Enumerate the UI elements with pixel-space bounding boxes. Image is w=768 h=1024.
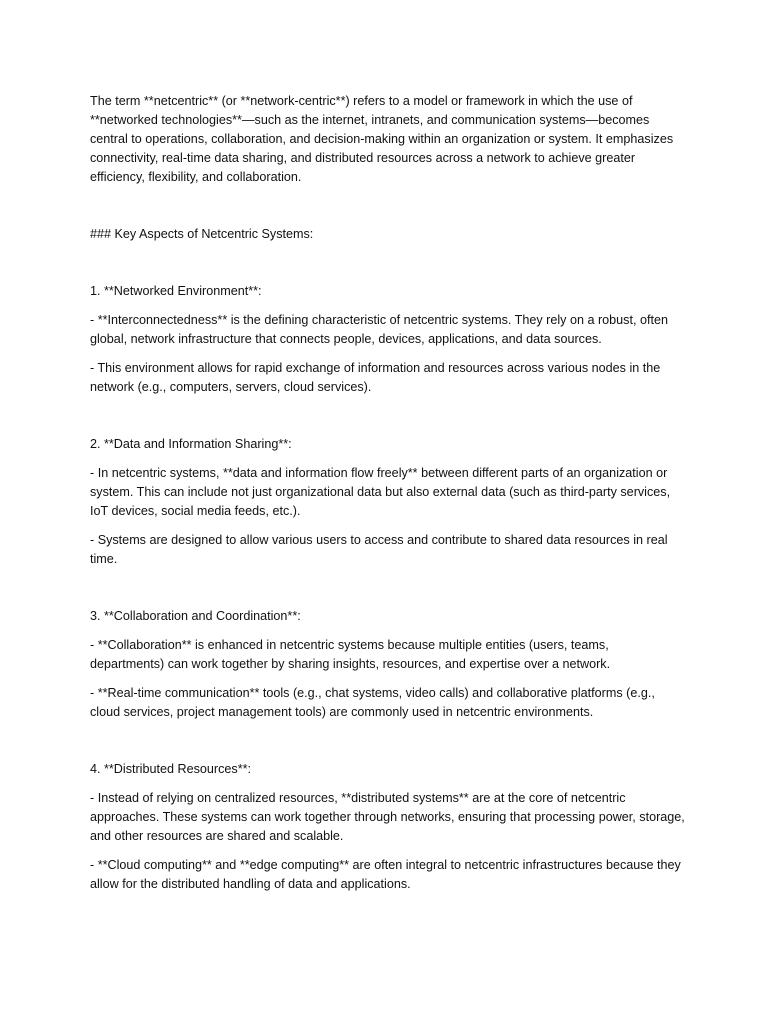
section-title-1: 1. **Networked Environment**:	[90, 284, 262, 298]
spacer	[90, 626, 686, 636]
section-1-item-1: - **Interconnectedness** is the defining characteristic of netcentric systems. They rely on a robust, often global, network infrastructure that connects people, devices, applications, and data sources.	[90, 313, 668, 346]
spacer	[90, 722, 686, 760]
spacer	[90, 244, 686, 282]
section-3-item-2: - **Real-time communication** tools (e.g., chat systems, video calls) and collaborative platforms (e.g., cloud services, project management tools) are commonly used in netcentric environments.	[90, 686, 655, 719]
spacer	[90, 779, 686, 789]
spacer	[90, 187, 686, 225]
section-3-item-1: - **Collaboration** is enhanced in netcentric systems because multiple entities (users, teams, departments) can work together by sharing insights, resources, and expertise over a network.	[90, 638, 611, 671]
spacer	[90, 454, 686, 464]
document-body	[90, 92, 686, 894]
section-4-item-1: - Instead of relying on centralized resources, **distributed systems** are at the core of netcentric approaches. These systems can work together through networks, ensuring that processing power, storage, and other resources are shared and scalable.	[90, 791, 685, 843]
section-heading: ### Key Aspects of Netcentric Systems:	[90, 227, 314, 241]
section-title-4: 4. **Distributed Resources**:	[90, 762, 251, 776]
spacer	[90, 521, 686, 531]
section-title-2: 2. **Data and Information Sharing**:	[90, 437, 292, 451]
spacer	[90, 349, 686, 359]
spacer	[90, 569, 686, 607]
spacer	[90, 301, 686, 311]
spacer	[90, 846, 686, 856]
section-1-item-2: - This environment allows for rapid exchange of information and resources across various nodes in the network (e.g., computers, servers, cloud services).	[90, 361, 661, 394]
spacer	[90, 674, 686, 684]
spacer	[90, 397, 686, 435]
intro-paragraph: The term **netcentric** (or **network-centric**) refers to a model or framework in which the use of **networked technologies**—such as the internet, intranets, and communication systems—becomes central to operations, collaboration, and decision-making within an organization or system. It emphasizes connectivity, real-time data sharing, and distributed resources across a network to achieve greater efficiency, flexibility, and collaboration.	[90, 94, 674, 184]
section-2-item-2: - Systems are designed to allow various users to access and contribute to shared data resources in real time.	[90, 533, 668, 566]
section-2-item-1: - In netcentric systems, **data and information flow freely** between different parts of an organization or system. This can include not just organizational data but also external data (such as third-party services, IoT devices, social media feeds, etc.).	[90, 466, 671, 518]
section-4-item-2: - **Cloud computing** and **edge computing** are often integral to netcentric infrastructures because they allow for the distributed handling of data and applications.	[90, 858, 681, 891]
section-title-3: 3. **Collaboration and Coordination**:	[90, 609, 301, 623]
